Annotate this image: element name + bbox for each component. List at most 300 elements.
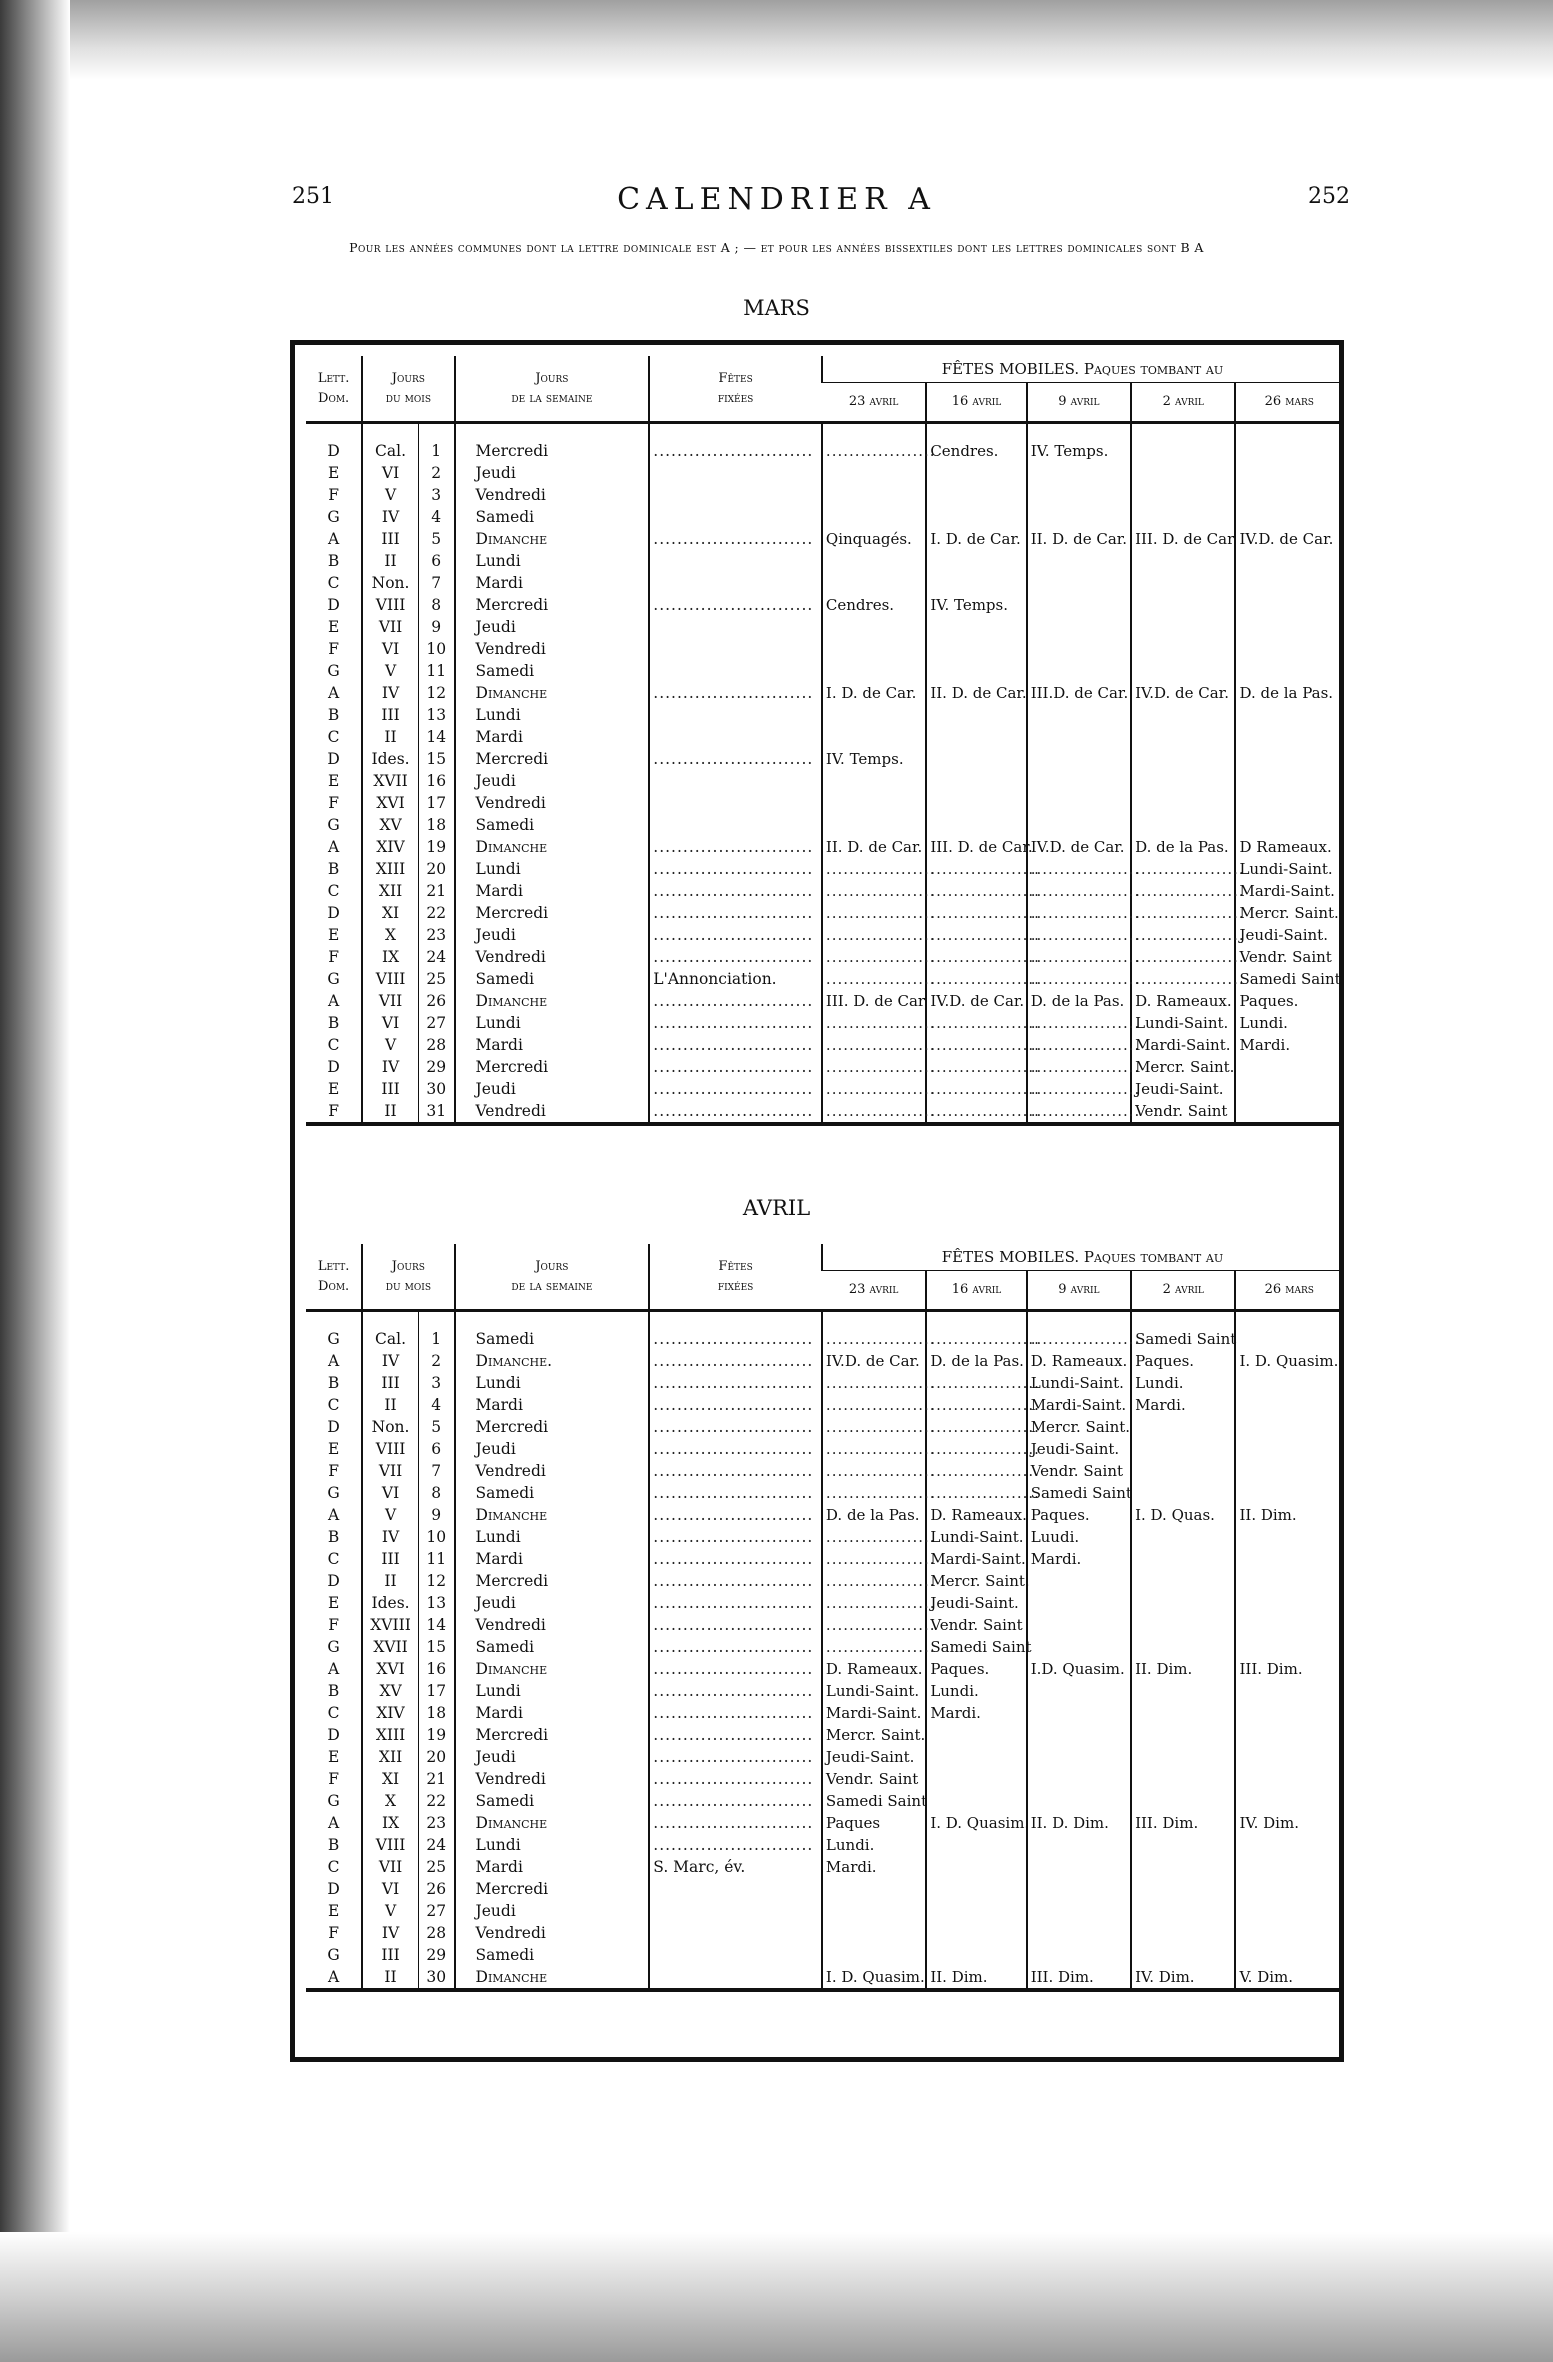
mobile-feast-2-avril: ...................	[1131, 968, 1235, 990]
fixed-feast: ...........................	[649, 1592, 822, 1614]
day-number: 21	[418, 880, 454, 902]
mobile-feast-2-avril	[1131, 770, 1235, 792]
mobile-feast-2-avril	[1131, 1416, 1235, 1438]
table-row	[306, 1592, 1342, 1614]
weekday: Mercredi	[455, 1570, 650, 1592]
dominical-letter: A	[328, 1660, 340, 1678]
calends-day: XIII	[362, 1724, 418, 1746]
mobile-feast-23-avril: III. D. de Car.	[822, 990, 926, 1012]
mobile-feast-2-avril	[1131, 638, 1235, 660]
fixed-feast	[649, 1922, 822, 1944]
mobile-feast-26-mars: Jeudi-Saint.	[1235, 924, 1342, 946]
dominical-letter: F	[328, 486, 339, 504]
calends-day: XII	[362, 880, 418, 902]
mobile-feast-23-avril: ...................	[822, 946, 926, 968]
mobile-feast-16-avril: ...................	[926, 1328, 1026, 1350]
table-row	[306, 1394, 1342, 1416]
mobile-feast-2-avril	[1131, 1724, 1235, 1746]
mobile-feast-2-avril: D. de la Pas.	[1131, 836, 1235, 858]
mobile-feast-2-avril	[1131, 1592, 1235, 1614]
table-row	[306, 1548, 1342, 1570]
day-number: 12	[418, 1570, 454, 1592]
mobile-feast-2-avril	[1131, 616, 1235, 638]
calends-day: XVII	[362, 770, 418, 792]
mobile-feast-23-avril: ...................	[822, 880, 926, 902]
fixed-feast: ...........................	[649, 1834, 822, 1856]
mobile-feast-2-avril: IV. Dim.	[1131, 1966, 1235, 1990]
weekday: Jeudi	[455, 770, 650, 792]
mobile-feast-23-avril	[822, 660, 926, 682]
day-number: 18	[418, 814, 454, 836]
mobile-feast-16-avril: ...................	[926, 1012, 1026, 1034]
mobile-feast-23-avril: ...................	[822, 1482, 926, 1504]
mobile-feast-26-mars	[1235, 1856, 1342, 1878]
dominical-letter: C	[327, 1036, 340, 1054]
calends-day: Ides.	[362, 748, 418, 770]
mobile-feast-16-avril	[926, 462, 1026, 484]
mobile-feast-23-avril: Mardi-Saint.	[822, 1702, 926, 1724]
mobile-feast-23-avril: ...................	[822, 1372, 926, 1394]
mobile-feast-23-avril: ...................	[822, 902, 926, 924]
mobile-feast-23-avril: ...................	[822, 1548, 926, 1570]
dominical-letter: F	[328, 794, 339, 812]
header-paques-col: 26 mars	[1235, 383, 1342, 423]
mobile-feast-16-avril: D. Rameaux.	[926, 1504, 1026, 1526]
weekday: Jeudi	[455, 616, 650, 638]
mobile-feast-23-avril: ...................	[822, 1526, 926, 1548]
mobile-feast-26-mars	[1235, 1548, 1342, 1570]
fixed-feast	[649, 1966, 822, 1990]
calends-day: IV	[362, 506, 418, 528]
table-row	[306, 1100, 1342, 1124]
mobile-feast-2-avril: Lundi.	[1131, 1372, 1235, 1394]
header-jours-semaine	[455, 1244, 650, 1311]
mobile-feast-9-avril: IV.D. de Car.	[1027, 836, 1131, 858]
fixed-feast: ...........................	[649, 990, 822, 1012]
mobile-feast-16-avril	[926, 770, 1026, 792]
header-lett	[306, 356, 362, 423]
mobile-feast-16-avril: IV.D. de Car.	[926, 990, 1026, 1012]
weekday: Mardi	[455, 880, 650, 902]
mobile-feast-16-avril: Mardi.	[926, 1702, 1026, 1724]
mobile-feast-2-avril: Samedi Saint	[1131, 1328, 1235, 1350]
mobile-feast-2-avril: IV.D. de Car.	[1131, 682, 1235, 704]
day-number: 30	[418, 1078, 454, 1100]
mobile-feast-9-avril: Vendr. Saint	[1027, 1460, 1131, 1482]
mobile-feast-23-avril: Mardi.	[822, 1856, 926, 1878]
mobile-feast-2-avril: ...................	[1131, 858, 1235, 880]
mobile-feast-9-avril: D. Rameaux.	[1027, 1350, 1131, 1372]
dominical-letter: C	[327, 1858, 340, 1876]
day-number: 6	[418, 1438, 454, 1460]
mobile-feast-23-avril	[822, 550, 926, 572]
header-line: de la semaine	[511, 1278, 593, 1294]
mobile-feast-16-avril: D. de la Pas.	[926, 1350, 1026, 1372]
calends-day: VI	[362, 1878, 418, 1900]
table-row	[306, 572, 1342, 594]
mobile-feast-23-avril	[822, 770, 926, 792]
fixed-feast: ...........................	[649, 946, 822, 968]
mobile-feast-9-avril: ...................	[1027, 924, 1131, 946]
calends-day: XV	[362, 1680, 418, 1702]
dominical-letter: A	[328, 1506, 340, 1524]
table-row	[306, 902, 1342, 924]
weekday: Mardi	[455, 1702, 650, 1724]
calends-day: II	[362, 550, 418, 572]
day-number: 1	[418, 1328, 454, 1350]
header-line: Jours	[535, 371, 569, 386]
calends-day: VIII	[362, 1834, 418, 1856]
mobile-feast-23-avril	[822, 462, 926, 484]
mobile-feast-23-avril	[822, 792, 926, 814]
day-number: 12	[418, 682, 454, 704]
weekday: Jeudi	[455, 924, 650, 946]
scan-edge-top	[0, 0, 1553, 80]
weekday: Samedi	[455, 1328, 650, 1350]
day-number: 18	[418, 1702, 454, 1724]
mobile-feast-2-avril	[1131, 1768, 1235, 1790]
day-number: 11	[418, 1548, 454, 1570]
mobile-feast-16-avril: Paques.	[926, 1658, 1026, 1680]
calends-day: XI	[362, 902, 418, 924]
day-number: 31	[418, 1100, 454, 1124]
mobile-feast-23-avril: ...................	[822, 924, 926, 946]
mobile-feast-16-avril: ...................	[926, 858, 1026, 880]
mobile-feast-2-avril	[1131, 1702, 1235, 1724]
mobile-feast-9-avril: ...................	[1027, 1012, 1131, 1034]
mobile-feast-26-mars	[1235, 1592, 1342, 1614]
mobile-feast-9-avril	[1027, 814, 1131, 836]
fixed-feast: ...........................	[649, 1416, 822, 1438]
table-row	[306, 1504, 1342, 1526]
table-row	[306, 946, 1342, 968]
calends-day: X	[362, 1790, 418, 1812]
mobile-feast-26-mars: Mardi.	[1235, 1034, 1342, 1056]
table-row	[306, 1526, 1342, 1548]
mobile-feast-26-mars	[1235, 792, 1342, 814]
table-row	[306, 1856, 1342, 1878]
table-row	[306, 968, 1342, 990]
header-paques-col: 16 avril	[926, 1271, 1026, 1311]
weekday: Vendredi	[455, 484, 650, 506]
mobile-feast-26-mars	[1235, 1372, 1342, 1394]
fixed-feast: ...........................	[649, 1504, 822, 1526]
table-row	[306, 726, 1342, 748]
mobile-feast-16-avril	[926, 704, 1026, 726]
calends-day: XVII	[362, 1636, 418, 1658]
fixed-feast	[649, 1944, 822, 1966]
day-number: 3	[418, 484, 454, 506]
mobile-feast-23-avril: Vendr. Saint	[822, 1768, 926, 1790]
mobile-feast-16-avril: Jeudi-Saint.	[926, 1592, 1026, 1614]
table-row	[306, 1614, 1342, 1636]
mobile-feast-2-avril	[1131, 1900, 1235, 1922]
mobile-feast-9-avril: Mercr. Saint.	[1027, 1416, 1131, 1438]
table-row	[306, 1790, 1342, 1812]
mobile-feast-9-avril: ...................	[1027, 880, 1131, 902]
mobile-feast-16-avril	[926, 506, 1026, 528]
fixed-feast: ...........................	[649, 1012, 822, 1034]
mobile-feast-26-mars	[1235, 1482, 1342, 1504]
fixed-feast: ...........................	[649, 1812, 822, 1834]
calends-day: V	[362, 1504, 418, 1526]
mobile-feast-9-avril	[1027, 1878, 1131, 1900]
day-number: 10	[418, 1526, 454, 1548]
calends-day: VIII	[362, 1438, 418, 1460]
calends-day: IV	[362, 682, 418, 704]
mobile-feast-26-mars	[1235, 1056, 1342, 1078]
mobile-feast-26-mars	[1235, 748, 1342, 770]
mobile-feast-26-mars	[1235, 1438, 1342, 1460]
mobile-feast-23-avril: ...................	[822, 1636, 926, 1658]
fixed-feast: ...........................	[649, 1460, 822, 1482]
mobile-feast-16-avril	[926, 616, 1026, 638]
fixed-feast	[649, 660, 822, 682]
mobile-feast-16-avril	[926, 1724, 1026, 1746]
mobile-feast-26-mars	[1235, 1768, 1342, 1790]
mobile-feast-2-avril	[1131, 1680, 1235, 1702]
table-row	[306, 1328, 1342, 1350]
dominical-letter: G	[327, 1484, 340, 1502]
mobile-feast-2-avril	[1131, 594, 1235, 616]
header-line: Lett.	[317, 1259, 350, 1274]
mobile-feast-9-avril: Samedi Saint	[1027, 1482, 1131, 1504]
mobile-feast-26-mars	[1235, 638, 1342, 660]
mobile-feast-9-avril	[1027, 1900, 1131, 1922]
dominical-letter: A	[328, 1814, 340, 1832]
mobile-feast-16-avril: I. D. de Car.	[926, 528, 1026, 550]
fixed-feast	[649, 704, 822, 726]
dominical-letter: E	[327, 464, 340, 482]
mobile-feast-9-avril: Mardi.	[1027, 1548, 1131, 1570]
dominical-letter: C	[327, 1550, 340, 1568]
mobile-feast-23-avril: ...................	[822, 440, 926, 462]
day-number: 15	[418, 748, 454, 770]
weekday: Mercredi	[455, 1056, 650, 1078]
calends-day: VII	[362, 990, 418, 1012]
header-jours-semaine	[455, 356, 650, 423]
mobile-feast-9-avril	[1027, 1944, 1131, 1966]
table-row	[306, 1416, 1342, 1438]
weekday: Jeudi	[455, 1900, 650, 1922]
header-line: du mois	[385, 1278, 431, 1294]
day-number: 28	[418, 1922, 454, 1944]
month-table-mars	[306, 356, 1342, 1134]
fixed-feast: ...........................	[649, 1724, 822, 1746]
calends-day: III	[362, 1078, 418, 1100]
day-number: 3	[418, 1372, 454, 1394]
weekday: Lundi	[455, 1680, 650, 1702]
day-number: 26	[418, 1878, 454, 1900]
mobile-feast-26-mars	[1235, 1570, 1342, 1592]
mobile-feast-16-avril: ...................	[926, 902, 1026, 924]
weekday: Vendredi	[455, 1768, 650, 1790]
scan-edge-bottom	[0, 2232, 1553, 2362]
mobile-feast-23-avril: ...................	[822, 1416, 926, 1438]
fixed-feast: ...........................	[649, 528, 822, 550]
mobile-feast-26-mars	[1235, 484, 1342, 506]
dominical-letter: C	[327, 574, 340, 592]
calends-day: Non.	[362, 1416, 418, 1438]
fixed-feast	[649, 572, 822, 594]
header-paques-col: 2 avril	[1131, 383, 1235, 423]
mobile-feast-23-avril: ...................	[822, 1012, 926, 1034]
table-row	[306, 1636, 1342, 1658]
mobile-feast-16-avril: ...................	[926, 880, 1026, 902]
day-number: 20	[418, 1746, 454, 1768]
fixed-feast: ...........................	[649, 1614, 822, 1636]
calends-day: X	[362, 924, 418, 946]
header-fetes-mobiles: FÊTES MOBILES. Paques tombant au	[822, 356, 1342, 383]
mobile-feast-23-avril	[822, 814, 926, 836]
calends-day: XV	[362, 814, 418, 836]
weekday: Dimanche	[455, 1812, 650, 1834]
calends-day: II	[362, 1100, 418, 1124]
weekday: Samedi	[455, 1944, 650, 1966]
mobile-feast-23-avril: IV. Temps.	[822, 748, 926, 770]
mobile-feast-26-mars	[1235, 1878, 1342, 1900]
mobile-feast-9-avril	[1027, 1614, 1131, 1636]
weekday: Dimanche.	[455, 1350, 650, 1372]
dominical-letter: D	[327, 1418, 340, 1436]
table-row	[306, 704, 1342, 726]
day-number: 27	[418, 1900, 454, 1922]
mobile-feast-9-avril	[1027, 1592, 1131, 1614]
calends-day: XVI	[362, 1658, 418, 1680]
table-row	[306, 440, 1342, 462]
fixed-feast: ...........................	[649, 1394, 822, 1416]
day-number: 22	[418, 902, 454, 924]
fixed-feast: ...........................	[649, 1078, 822, 1100]
mobile-feast-9-avril	[1027, 1834, 1131, 1856]
dominical-letter: E	[327, 618, 340, 636]
mobile-feast-2-avril	[1131, 1834, 1235, 1856]
day-number: 25	[418, 968, 454, 990]
mobile-feast-26-mars: D Rameaux.	[1235, 836, 1342, 858]
day-number: 23	[418, 924, 454, 946]
day-number: 4	[418, 506, 454, 528]
mobile-feast-2-avril	[1131, 572, 1235, 594]
mobile-feast-2-avril	[1131, 814, 1235, 836]
mobile-feast-16-avril	[926, 1768, 1026, 1790]
mobile-feast-26-mars	[1235, 616, 1342, 638]
mobile-feast-9-avril	[1027, 660, 1131, 682]
weekday: Jeudi	[455, 1078, 650, 1100]
dominical-letter: B	[327, 1682, 340, 1700]
weekday: Jeudi	[455, 462, 650, 484]
page-title: CALENDRIER A	[617, 182, 936, 217]
dominical-letter: B	[327, 1014, 340, 1032]
table-row	[306, 1834, 1342, 1856]
mobile-feast-9-avril: IV. Temps.	[1027, 440, 1131, 462]
mobile-feast-2-avril	[1131, 1438, 1235, 1460]
table-row	[306, 1438, 1342, 1460]
day-number: 16	[418, 770, 454, 792]
mobile-feast-23-avril: ...................	[822, 1034, 926, 1056]
day-number: 9	[418, 1504, 454, 1526]
fixed-feast	[649, 770, 822, 792]
mobile-feast-2-avril	[1131, 792, 1235, 814]
header-line: Dom.	[318, 1278, 350, 1294]
fixed-feast: ...........................	[649, 1768, 822, 1790]
mobile-feast-23-avril: II. D. de Car.	[822, 836, 926, 858]
calends-day: IV	[362, 1350, 418, 1372]
mobile-feast-16-avril	[926, 1878, 1026, 1900]
fixed-feast: S. Marc, év.	[649, 1856, 822, 1878]
fixed-feast	[649, 1878, 822, 1900]
mobile-feast-9-avril: III. Dim.	[1027, 1966, 1131, 1990]
mobile-feast-26-mars	[1235, 1790, 1342, 1812]
mobile-feast-16-avril	[926, 1834, 1026, 1856]
calends-day: Non.	[362, 572, 418, 594]
fixed-feast: ...........................	[649, 1636, 822, 1658]
table-row	[306, 660, 1342, 682]
mobile-feast-26-mars	[1235, 550, 1342, 572]
dominical-letter: F	[328, 640, 339, 658]
dominical-letter: C	[327, 728, 340, 746]
header-jours-mois	[362, 356, 454, 423]
weekday: Dimanche	[455, 836, 650, 858]
weekday: Samedi	[455, 1482, 650, 1504]
mobile-feast-16-avril	[926, 550, 1026, 572]
fixed-feast: ...........................	[649, 1438, 822, 1460]
mobile-feast-16-avril: ...................	[926, 1394, 1026, 1416]
weekday: Lundi	[455, 704, 650, 726]
mobile-feast-2-avril	[1131, 1790, 1235, 1812]
mobile-feast-23-avril	[822, 704, 926, 726]
mobile-feast-26-mars	[1235, 1834, 1342, 1856]
mobile-feast-2-avril: ...................	[1131, 924, 1235, 946]
mobile-feast-26-mars	[1235, 726, 1342, 748]
mobile-feast-2-avril: Jeudi-Saint.	[1131, 1078, 1235, 1100]
mobile-feast-26-mars: Lundi.	[1235, 1012, 1342, 1034]
mobile-feast-23-avril: ...................	[822, 1460, 926, 1482]
mobile-feast-9-avril: ...................	[1027, 946, 1131, 968]
mobile-feast-2-avril: II. Dim.	[1131, 1658, 1235, 1680]
dominical-letter: A	[328, 1352, 340, 1370]
calends-day: IX	[362, 946, 418, 968]
mobile-feast-16-avril: Vendr. Saint	[926, 1614, 1026, 1636]
dominical-letter: F	[328, 1770, 339, 1788]
mobile-feast-26-mars	[1235, 1394, 1342, 1416]
mobile-feast-16-avril	[926, 660, 1026, 682]
calends-day: XIV	[362, 1702, 418, 1724]
mobile-feast-26-mars	[1235, 1460, 1342, 1482]
fixed-feast: ...........................	[649, 1034, 822, 1056]
mobile-feast-16-avril	[926, 726, 1026, 748]
mobile-feast-16-avril	[926, 1944, 1026, 1966]
calends-day: VIII	[362, 968, 418, 990]
calends-day: XII	[362, 1746, 418, 1768]
weekday: Vendredi	[455, 1614, 650, 1636]
calends-day: XI	[362, 1768, 418, 1790]
mobile-feast-9-avril	[1027, 594, 1131, 616]
mobile-feast-23-avril: Qinquagés.	[822, 528, 926, 550]
fixed-feast: ...........................	[649, 1372, 822, 1394]
mobile-feast-16-avril	[926, 792, 1026, 814]
dominical-letter: E	[327, 1902, 340, 1920]
dominical-letter: E	[327, 1748, 340, 1766]
dominical-letter: F	[328, 1616, 339, 1634]
mobile-feast-23-avril: I. D. Quasim.	[822, 1966, 926, 1990]
mobile-feast-9-avril: III.D. de Car.	[1027, 682, 1131, 704]
month-table-avril	[306, 1244, 1342, 2000]
dominical-letter: F	[328, 1462, 339, 1480]
mobile-feast-23-avril: ...................	[822, 1078, 926, 1100]
mobile-feast-9-avril	[1027, 550, 1131, 572]
calends-day: Cal.	[362, 440, 418, 462]
mobile-feast-9-avril	[1027, 1746, 1131, 1768]
